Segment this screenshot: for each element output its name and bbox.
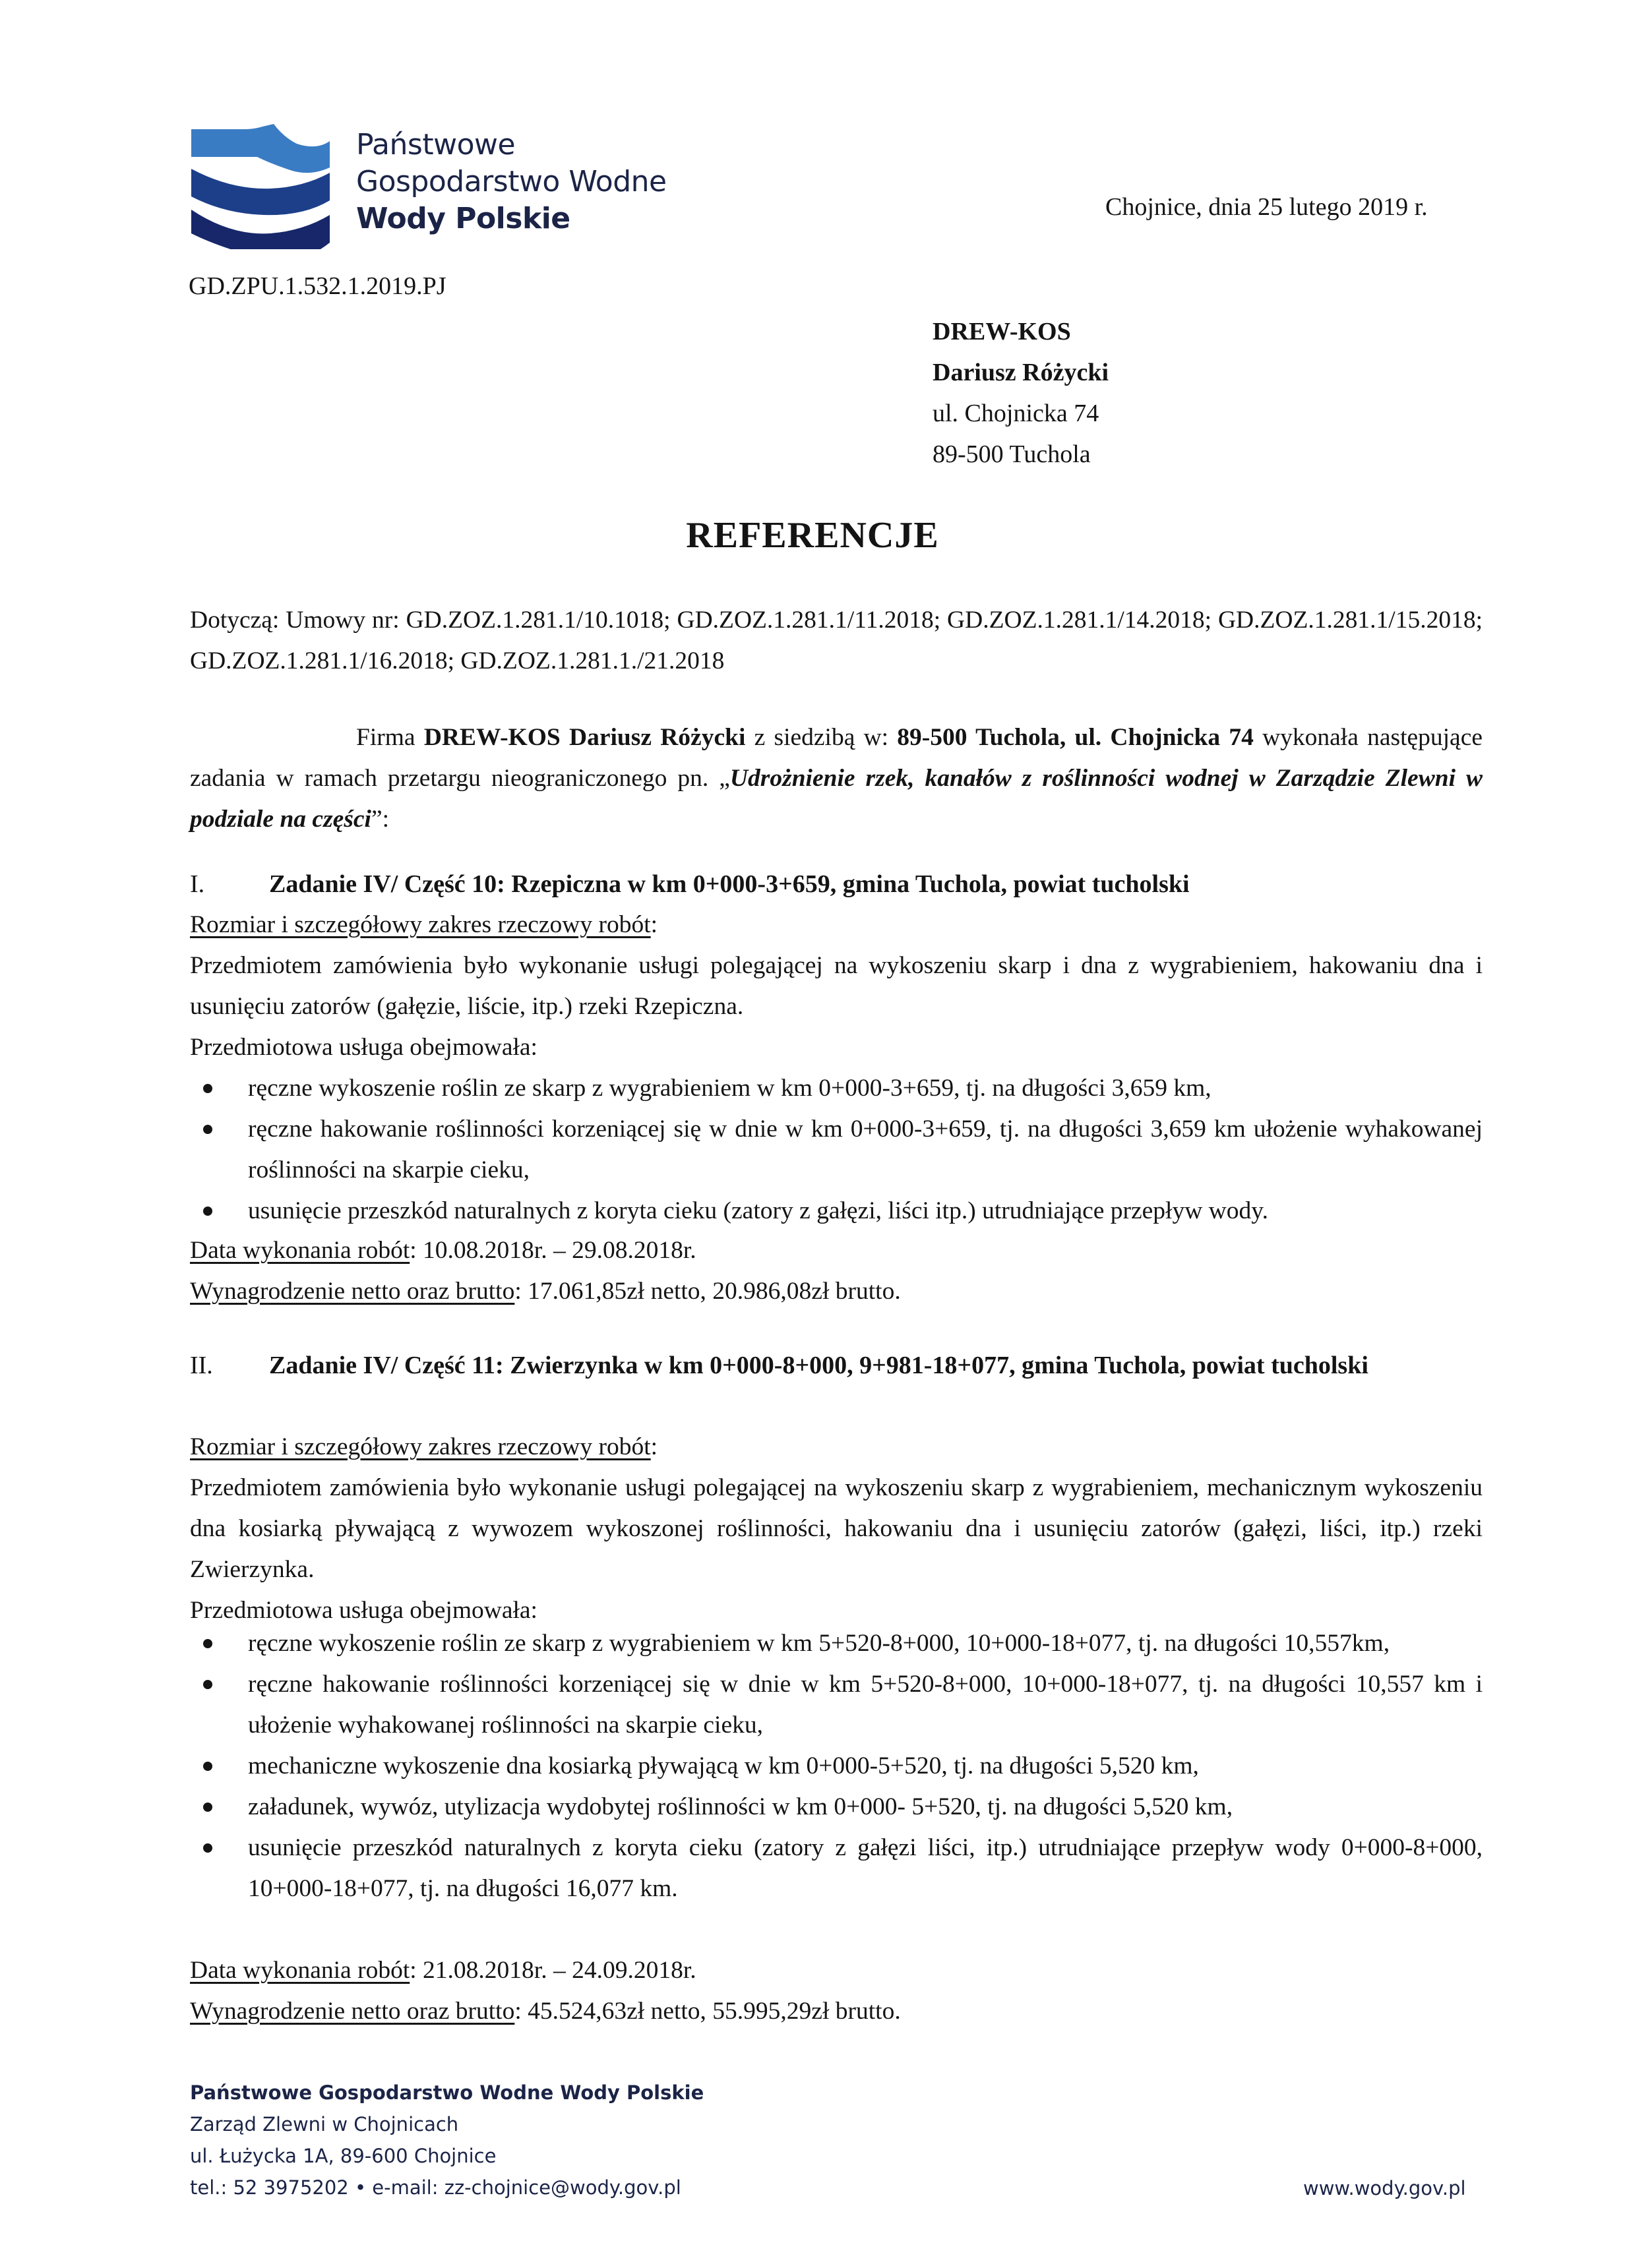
section-2-heading — [190, 1345, 1483, 1386]
footer-address: ul. Łużycka 1A, 89-600 Chojnice — [190, 2145, 497, 2167]
date-label: Data wykonania robót — [190, 1237, 410, 1264]
pay-value: : 17.061,85zł netto, 20.986,08zł brutto. — [514, 1278, 901, 1305]
list-item: mechaniczne wykoszenie dna kosiarką pływającą w km 0+000-5+520, tj. na długości 5,520 km, — [190, 1746, 1483, 1787]
pay-label: Wynagrodzenie netto oraz brutto — [190, 1278, 515, 1305]
footer-unit: Zarząd Zlewni w Chojnicach — [190, 2113, 459, 2135]
list-item: usunięcie przeszkód naturalnych z koryta cieku (zatory z gałęzi liści, itp.) utrudniające przepływ wody 0+000-8+000, 10+000-18+077, tj. na długości 16,077 km. — [190, 1828, 1483, 1909]
pay-value: : 45.524,63zł netto, 55.995,29zł brutto. — [514, 1998, 901, 2025]
list-item: ręczne wykoszenie roślin ze skarp z wygrabieniem w km 5+520-8+000, 10+000-18+077, tj. na długości 10,557km, — [190, 1623, 1483, 1664]
logo-line-3: Wody Polskie — [356, 202, 570, 235]
scope-label: Rozmiar i szczegółowy zakres rzeczowy robót — [190, 911, 651, 938]
logo — [191, 117, 679, 249]
recipient-city: 89-500 Tuchola — [933, 440, 1091, 468]
section-2-body: Rozmiar i szczegółowy zakres rzeczowy robót: Przedmiotem zamówienia było wykonanie usługi polegającej na wykoszeniu skarp z wygrabieniem, mechanicznym wykoszeniu dna kosiarką pływającą z wywozem wykoszonej roślinności, hakowaniu dna i usunięciu zatorów (gałęzi, liści, itp.) rzeki Zwierzynka. Przedmiotowa usługa obejmowała: — [190, 1427, 1483, 1631]
logo-line-1: Państwowe — [356, 128, 516, 162]
document-title: REFERENCJE — [686, 515, 939, 556]
includes-label: Przedmiotowa usługa obejmowała: — [190, 1597, 537, 1624]
bullet-icon — [203, 1843, 212, 1853]
bullet-icon — [203, 1680, 212, 1689]
page-footer — [190, 2077, 704, 2203]
bullet-icon — [203, 1125, 212, 1134]
footer-website-link[interactable]: www.wody.gov.pl — [1303, 2177, 1466, 2199]
remuneration — [190, 1271, 1483, 1312]
recipient-address — [933, 311, 1109, 475]
intro-paragraph — [190, 717, 1483, 840]
bullet-icon — [203, 1207, 212, 1216]
tender-name: Udrożnienie rzek, kanałów z roślinności wodnej w Zarządzie Zlewni w podziale na części — [190, 765, 1483, 833]
recipient-name: Dariusz Różycki — [933, 359, 1109, 386]
waves-logo-icon — [191, 117, 343, 249]
date-value: : 21.08.2018r. – 24.09.2018r. — [410, 1957, 696, 1984]
footer-org: Państwowe Gospodarstwo Wodne Wody Polskie — [190, 2081, 704, 2104]
work-dates — [190, 1230, 1483, 1271]
includes-label: Przedmiotowa usługa obejmowała: — [190, 1034, 537, 1061]
list-item: ręczne hakowanie roślinności korzeniącej się w dnie w km 0+000-3+659, tj. na długości 3,659 km ułożenie wyhakowanej roślinności na skarpie cieku, — [190, 1109, 1483, 1191]
footer-contact: tel.: 52 3975202 • e-mail: zz-chojnice@wody.gov.pl — [190, 2176, 681, 2199]
recipient-company: DREW-KOS — [933, 318, 1071, 345]
intro-address: 89-500 Tuchola, ul. Chojnicka 74 — [897, 724, 1254, 751]
bullet-icon — [203, 1762, 212, 1771]
bullet-icon — [203, 1639, 212, 1648]
recipient-street: ul. Chojnicka 74 — [933, 400, 1099, 427]
section-1-body: Rozmiar i szczegółowy zakres rzeczowy robót: Przedmiotem zamówienia było wykonanie usługi polegającej na wykoszeniu skarp i dna z wygrabieniem, hakowaniu dna i usunięciu zatorów (gałęzie, liście, itp.) rzeki Rzepiczna. Przedmiotowa usługa obejmowała: — [190, 905, 1483, 1068]
date-value: : 10.08.2018r. – 29.08.2018r. — [410, 1237, 696, 1264]
bullet-icon — [203, 1803, 212, 1812]
section-1-footer — [190, 1230, 1483, 1312]
section-1-items — [190, 1068, 1483, 1232]
section-description: Przedmiotem zamówienia było wykonanie usługi polegającej na wykoszeniu skarp z wygrabieniem, mechanicznym wykoszeniu dna kosiarką pływającą z wywozem wykoszonej roślinności, hakowaniu dna i usunięciu zatorów (gałęzi, liści, itp.) rzeki Zwierzynka. — [190, 1474, 1483, 1583]
logo-line-2: Gospodarstwo Wodne — [356, 165, 667, 198]
subject-line: Dotyczą: Umowy nr: GD.ZOZ.1.281.1/10.1018; GD.ZOZ.1.281.1/11.2018; GD.ZOZ.1.281.1/14.2018; GD.ZOZ.1.281.1/15.2018; GD.ZOZ.1.281.1/16.2018; GD.ZOZ.1.281.1./21.2018 — [190, 607, 1483, 674]
section-title: Zadanie IV/ Część 10: Rzepiczna w km 0+000-3+659, gmina Tuchola, powiat tucholski — [269, 870, 1190, 898]
list-item: usunięcie przeszkód naturalnych z koryta cieku (zatory z gałęzi, liści itp.) utrudniające przepływ wody. — [190, 1191, 1483, 1232]
scope-label: Rozmiar i szczegółowy zakres rzeczowy robót — [190, 1433, 651, 1460]
bullet-icon — [203, 1084, 212, 1093]
section-2-items — [190, 1623, 1483, 1909]
section-title: Zadanie IV/ Część 11: Zwierzynka w km 0+000-8+000, 9+981-18+077, gmina Tuchola, powiat tucholski — [269, 1352, 1368, 1379]
pay-label: Wynagrodzenie netto oraz brutto — [190, 1998, 515, 2025]
section-2-footer — [190, 1950, 1483, 2032]
list-item: ręczne hakowanie roślinności korzeniącej się w dnie w km 5+520-8+000, 10+000-18+077, tj. na długości 10,557 km i ułożenie wyhakowanej roślinności na skarpie cieku, — [190, 1664, 1483, 1746]
date-label: Data wykonania robót — [190, 1957, 410, 1984]
section-number: II. — [190, 1352, 213, 1379]
intro-text-4: ”: — [371, 806, 390, 833]
intro-text-1: Firma — [356, 724, 424, 751]
intro-company: DREW-KOS Dariusz Różycki — [423, 724, 746, 751]
intro-text-2: z siedzibą w: — [745, 724, 898, 751]
section-number: I. — [190, 870, 205, 898]
place-date: Chojnice, dnia 25 lutego 2019 r. — [1105, 193, 1428, 221]
list-item: ręczne wykoszenie roślin ze skarp z wygrabieniem w km 0+000-3+659, tj. na długości 3,659 km, — [190, 1068, 1483, 1109]
work-dates — [190, 1950, 1483, 1991]
section-1-heading — [190, 864, 1483, 905]
intro-text-3: wykonała następujące zadania w ramach przetargu nieograniczonego pn. „ — [190, 724, 1483, 792]
remuneration — [190, 1991, 1483, 2032]
reference-number: GD.ZPU.1.532.1.2019.PJ — [189, 272, 446, 300]
section-description: Przedmiotem zamówienia było wykonanie usługi polegającej na wykoszeniu skarp i dna z wygrabieniem, hakowaniu dna i usunięciu zatorów (gałęzie, liście, itp.) rzeki Rzepiczna. — [190, 952, 1483, 1020]
list-item: załadunek, wywóz, utylizacja wydobytej roślinności w km 0+000- 5+520, tj. na długości 5,520 km, — [190, 1787, 1483, 1828]
logo-text — [356, 127, 667, 237]
